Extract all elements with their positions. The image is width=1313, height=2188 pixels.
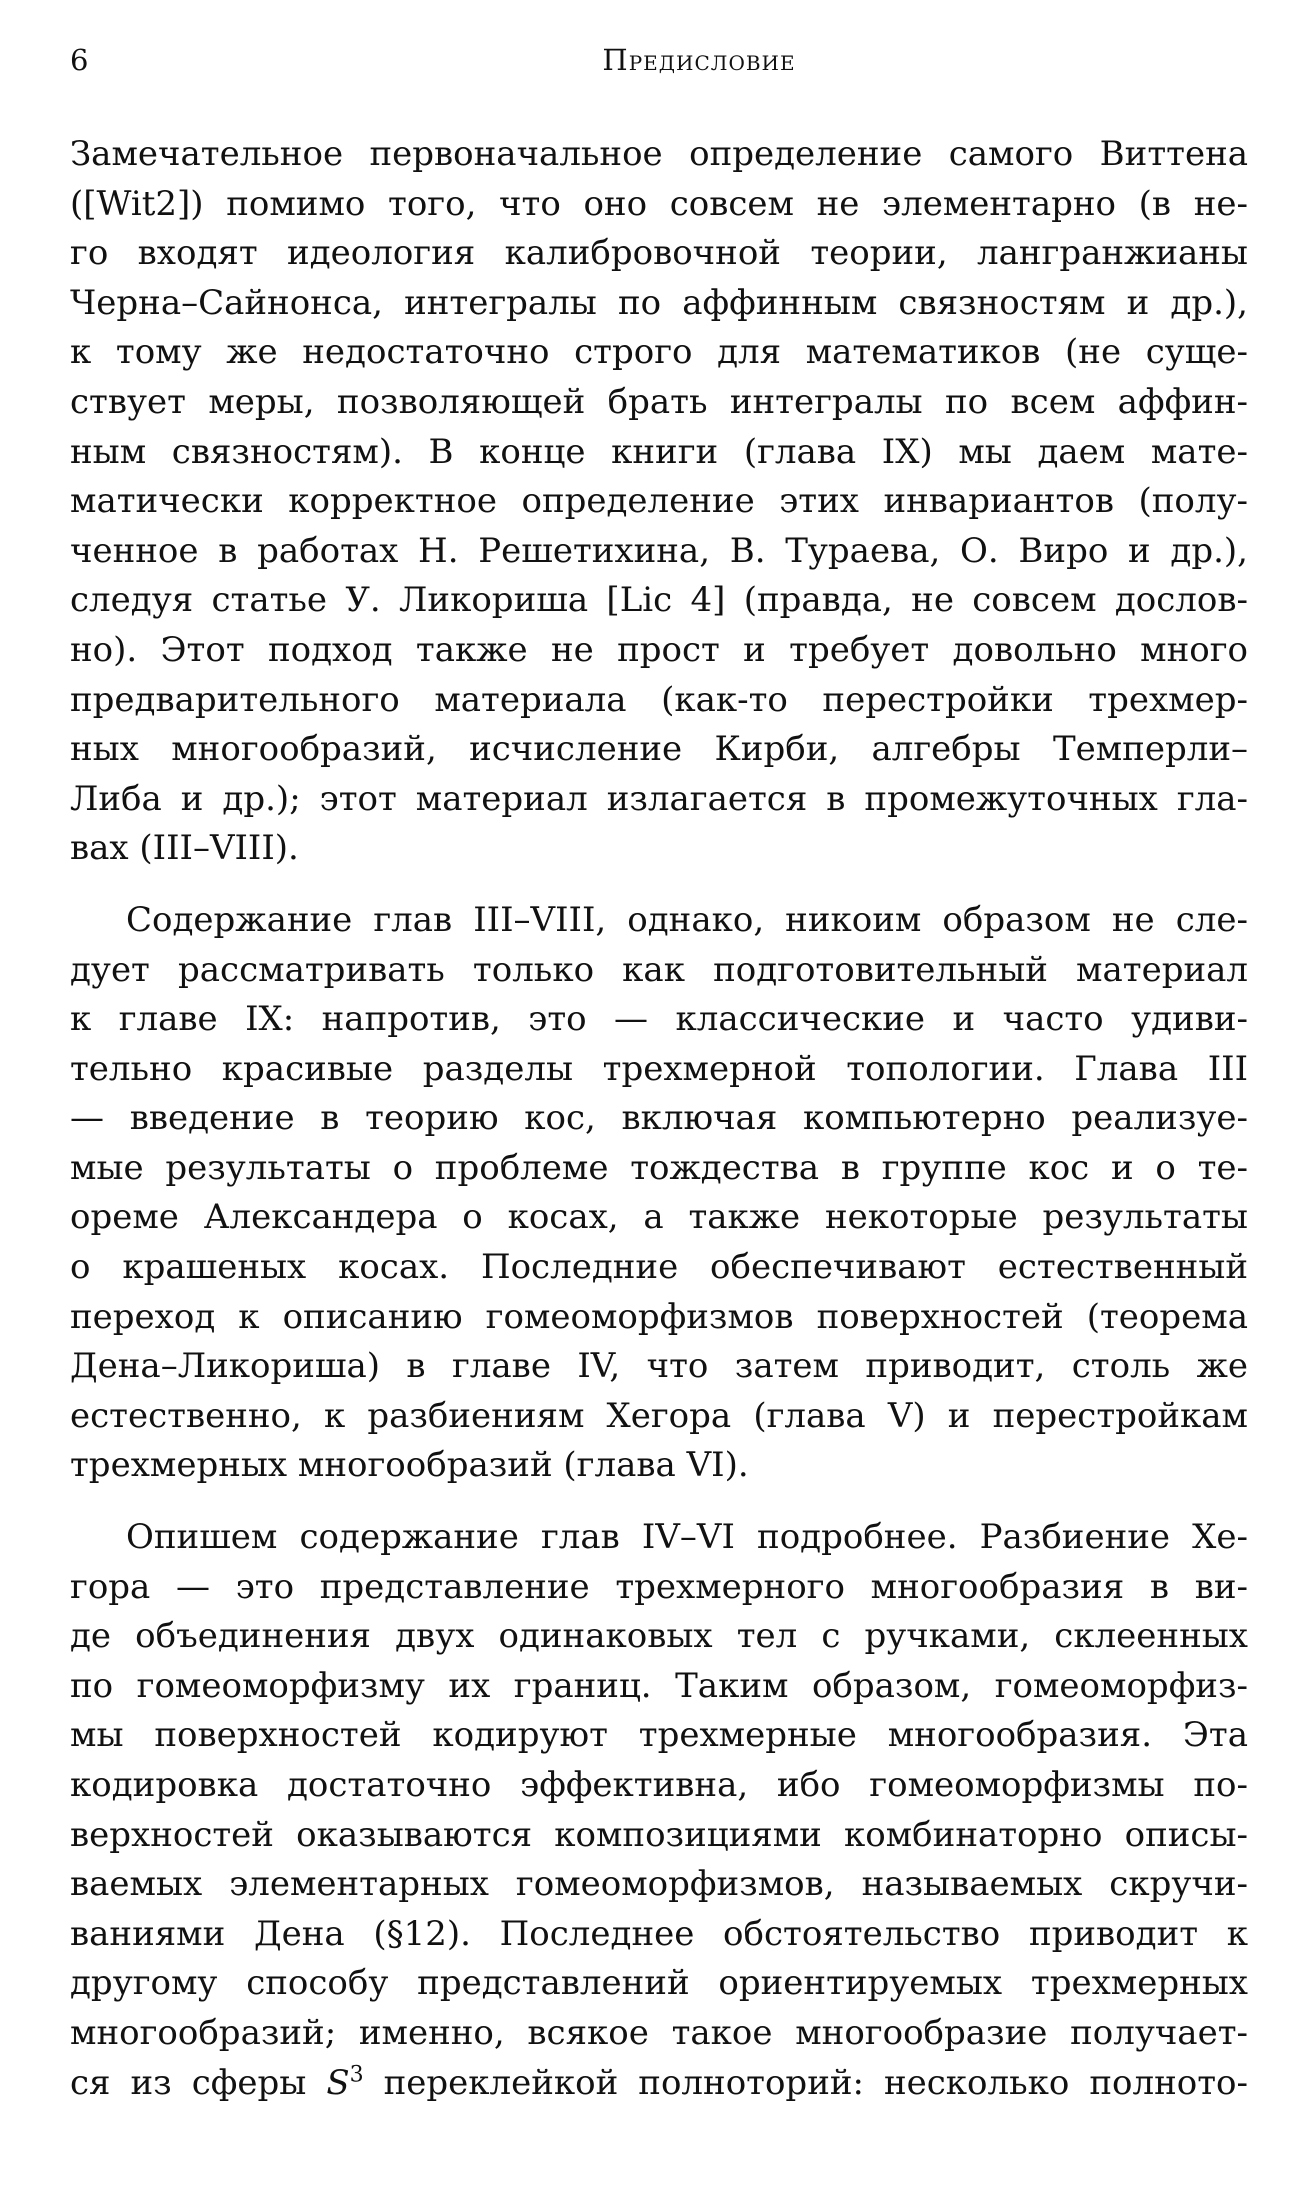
text-line: дует рассматривать только как подготовительный материал xyxy=(70,949,1248,990)
text-line: ствует меры, позволяющей брать интегралы по всем аффин- xyxy=(70,381,1248,422)
text-line: к главе IX: напротив, это — классические и часто удиви- xyxy=(70,999,1248,1040)
book-page xyxy=(70,38,1248,2130)
body-text xyxy=(70,130,1248,2108)
paragraph-2 xyxy=(70,896,1248,1491)
text-line: ченное в работах Н. Решетихина, В. Тураева, О. Виро и др.), xyxy=(70,530,1248,571)
text-line: ным связностям). В конце книги (глава IX) мы даем мате- xyxy=(70,431,1248,472)
text-line: Замечательное первоначальное определение самого Виттена xyxy=(70,134,1248,174)
text-line: естественно, к разбиениям Хегора (глава V) и перестройкам xyxy=(70,1395,1248,1436)
text-line: ваемых элементарных гомеоморфизмов, называемых скручи- xyxy=(70,1864,1248,1905)
text-line: Черна–Сайнонса, интегралы по аффинным связностям и др.), xyxy=(70,282,1248,323)
running-title: Предисловие xyxy=(602,43,796,77)
text-line: к тому же недостаточно строго для математиков (не суще- xyxy=(70,332,1248,373)
text-line: переход к описанию гомеоморфизмов поверхностей (теорема xyxy=(70,1296,1248,1337)
text-line: — введение в теорию кос, включая компьютерно реализуе- xyxy=(70,1098,1248,1139)
text-line: Либа и др.); этот материал излагается в промежуточных гла- xyxy=(70,778,1248,819)
formula-text-after: переклейкой полноторий: несколько полното- xyxy=(363,2062,1248,2103)
paragraph-3 xyxy=(70,1513,1248,2108)
text-line: мы поверхностей кодируют трехмерные многообразия. Эта xyxy=(70,1715,1248,1756)
paragraph-1 xyxy=(70,130,1248,874)
text-line: трехмерных многообразий (глава VI). xyxy=(70,1445,749,1486)
text-line: матически корректное определение этих инвариантов (полу- xyxy=(70,481,1248,522)
text-line: Дена–Ликориша) в главе IV, что затем приводит, столь же xyxy=(70,1346,1248,1387)
text-line: другому способу представлений ориентируемых трехмерных xyxy=(70,1963,1248,2004)
text-line: многообразий; именно, всякое такое многообразие получает- xyxy=(70,2012,1248,2053)
text-line: Содержание глав III–VIII, однако, никоим образом не сле- xyxy=(126,899,1248,940)
text-line: Опишем содержание глав IV–VI подробнее. Разбиение Хе- xyxy=(126,1517,1248,1558)
text-line: кодировка достаточно эффективна, ибо гомеоморфизмы по- xyxy=(70,1765,1248,1805)
sphere-dimension: 3 xyxy=(349,2062,364,2088)
text-line: го входят идеология калибровочной теории, лангранжианы xyxy=(70,233,1248,274)
text-line: ([Wit2]) помимо того, что оно совсем не элементарно (в не- xyxy=(70,183,1248,224)
text-line-with-formula xyxy=(70,2059,1248,2109)
text-line: следуя статье У. Ликориша [Lic 4] (правда, не совсем дослов- xyxy=(70,580,1248,621)
sphere-symbol: S xyxy=(326,2062,350,2103)
text-line: ных многообразий, исчисление Кирби, алгебры Темперли– xyxy=(70,729,1248,770)
text-line: вах (III–VIII). xyxy=(70,828,299,869)
running-head xyxy=(70,38,1248,82)
text-line: тельно красивые разделы трехмерной топологии. Глава III xyxy=(70,1048,1248,1089)
text-line: мые результаты о проблеме тождества в группе кос и о те- xyxy=(70,1147,1248,1188)
text-line: де объединения двух одинаковых тел с ручками, склеенных xyxy=(70,1616,1248,1657)
page-number: 6 xyxy=(70,43,89,77)
text-line: но). Этот подход также не прост и требует довольно много xyxy=(70,629,1248,670)
text-line: по гомеоморфизму их границ. Таким образом, гомеоморфиз- xyxy=(70,1665,1248,1706)
text-line: ореме Александера о косах, а также некоторые результаты xyxy=(70,1197,1248,1238)
formula-text-before: ся из сферы xyxy=(70,2062,327,2103)
text-line: о крашеных косах. Последние обеспечивают естественный xyxy=(70,1247,1248,1288)
text-line: верхностей оказываются композициями комбинаторно описы- xyxy=(70,1814,1248,1855)
text-line: ваниями Дена (§12). Последнее обстоятельство приводит к xyxy=(70,1913,1248,1954)
text-line: гора — это представление трехмерного многообразия в ви- xyxy=(70,1566,1248,1607)
text-line: предварительного материала (как-то перестройки трехмер- xyxy=(70,679,1248,720)
